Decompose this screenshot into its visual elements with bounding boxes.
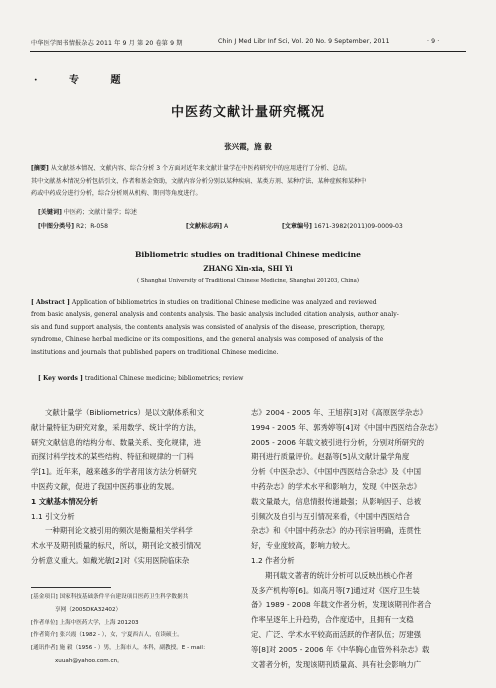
body-line: 期刊进行质量评价。赵磊等[5]从文献计量学角度 bbox=[251, 452, 410, 462]
article-authors: 张兴霞，施 毅 bbox=[224, 142, 272, 151]
article-id bbox=[282, 221, 403, 230]
abstract-label: [摘要] bbox=[31, 165, 49, 172]
english-abstract-label: [ Abstract ] bbox=[31, 299, 70, 306]
journal-header-left: 中华医学图书情报杂志 2011 年 9 月 第 20 卷第 9 期 bbox=[31, 40, 183, 47]
subsection-heading: 1.1 引文分析 bbox=[31, 511, 75, 521]
body-line: 中药杂志》的学术水平和影响力，发现《中医杂志》 bbox=[251, 481, 421, 491]
section-heading: 1 文献基本情况分析 bbox=[31, 496, 98, 506]
body-line: 载文量最大，信息情报传递最强；从影响因子、总被 bbox=[251, 496, 421, 506]
subsection-heading: 1.2 作者分析 bbox=[251, 555, 295, 565]
body-line: 术水平及期刊质量的标尺，所以，期刊论文被引情况 bbox=[31, 541, 201, 551]
clc-label: [中图分类号] bbox=[38, 223, 75, 230]
body-line: 2005 - 2006 年载文被引进行分析，分别对所研究的 bbox=[251, 437, 424, 447]
footnote-line: xuuah@yahoo.com.cn。 bbox=[55, 657, 123, 664]
body-line: 期刊载文著者的统计分析可以反映出核心作者 bbox=[265, 570, 413, 580]
english-keywords bbox=[38, 375, 243, 382]
english-affiliation: ( Shanghai University of Traditional Chinese Medicine, Shanghai 201203, China) bbox=[137, 278, 359, 284]
english-abstract-line: syndrome, Chinese herbal medicine or its compositions, and the general analysis was composed of analysis of the bbox=[31, 336, 384, 344]
doc-code bbox=[186, 221, 228, 230]
section-label: · 专 题 bbox=[34, 75, 135, 86]
english-abstract-line: Application of bibliometrics in studies on traditional Chinese medicine was analyzed and reviewed bbox=[71, 299, 377, 306]
body-line: 引频次及自引与互引情况来看，《中国中西医结合 bbox=[251, 511, 410, 521]
english-abstract bbox=[31, 297, 465, 359]
body-line: 文献计量学（Bibliometrics）是以文献体系和文 bbox=[45, 408, 204, 417]
english-abstract-line: from basic analysis, general analysis and contents analysis. The basic analysis included citation analysis, author analy- bbox=[31, 311, 399, 319]
journal-header-center: Chin J Med Libr Inf Sci, Vol. 20 No. 9 September, 2011 bbox=[218, 38, 390, 45]
footnotes bbox=[31, 591, 243, 668]
abstract-line: 其中文献基本情况分析包括引文、作者和基金资助，文献内容分析分别以某种疾病、某类方剂、某种疗法、某种症候和某种中 bbox=[31, 177, 367, 185]
keywords-text: 中医药；文献计量学；综述 bbox=[63, 209, 137, 216]
body-line: 研究文献信息的结构分布、数量关系、变化规律，进 bbox=[31, 437, 201, 447]
body-line: 备》1989 - 2008 年载文作者分析，发现该期刊作者合 bbox=[251, 600, 432, 610]
body-line: 等[8]对 2005 - 2006 年《中华胸心血管外科杂志》载 bbox=[251, 644, 430, 654]
doc-code-value: A bbox=[223, 223, 229, 230]
footnote-line: [作者简介] 张兴霞（1982 - ），女，宁夏西吉人，在读硕士。 bbox=[31, 632, 183, 639]
footnote-line: [作者单位] 上海中医药大学，上海 201203 bbox=[31, 619, 139, 626]
article-title: 中医药文献计量研究概况 bbox=[170, 105, 325, 120]
body-line: 好，专业度较高，影响力较大。 bbox=[251, 541, 355, 551]
body-line: 1994 - 2005 年、郭秀婷等[4]对《中国中西医结合杂志》 bbox=[251, 422, 442, 432]
abstract-line: 从文献基本情况、文献内容、综合分析 3 个方面对近年来文献计量学在中医药研究中的应用进行了分析、总结。 bbox=[50, 165, 351, 172]
body-line: 杂志》和《中国中药杂志》的办刊宗旨明确，连贯性 bbox=[251, 526, 421, 536]
english-keywords-label: [ Key words ] bbox=[38, 375, 83, 382]
footnote-line: 享网（2005DKA32402） bbox=[55, 606, 122, 613]
body-line: 文著者分析，发现该期刊质量高、具有社会影响力广 bbox=[251, 659, 421, 669]
english-authors: ZHANG Xin-xia, SHI Yi bbox=[203, 264, 293, 273]
body-line: 而探讨科学技术的某些结构、特征和规律的一门科 bbox=[31, 452, 194, 462]
page-number: · 9 · bbox=[427, 38, 440, 45]
article-id-label: [文章编号] bbox=[282, 223, 312, 230]
body-line: 分析意义重大。如戴光敏[2]对《实用医院临床杂 bbox=[31, 555, 190, 565]
clc-value: R2；R-058 bbox=[75, 223, 109, 230]
doc-code-label: [文献标志码] bbox=[186, 223, 223, 230]
body-line: 献计量特征为研究对象，采用数学、统计学的方法， bbox=[31, 422, 201, 432]
article-id-value: 1671-3982(2011)09-0009-03 bbox=[313, 223, 403, 230]
english-abstract-line: sis and fund support analysis, the contents analysis was consisted of analysis of the disease, prescription, therapy, bbox=[31, 323, 385, 331]
footnote-rule bbox=[31, 587, 111, 588]
keywords-label: [关键词] bbox=[38, 209, 62, 216]
body-line: 作率呈逐年上升趋势，合作度适中，且拥有一支稳 bbox=[251, 615, 414, 625]
english-abstract-line: institutions and journals that published papers on traditional Chinese medicine. bbox=[31, 348, 279, 356]
body-line: 志》2004 - 2005 年、王旭荐[3]对《高原医学杂志》 bbox=[251, 408, 428, 417]
body-column-left bbox=[31, 406, 245, 569]
english-title: Bibliometric studies on traditional Chinese medicine bbox=[135, 250, 361, 259]
chinese-keywords bbox=[38, 207, 137, 216]
footnote-line: [通讯作者] 施 毅（1956 - ）男，上海市人，本科，副教授。E - mail： bbox=[31, 645, 209, 652]
chinese-abstract bbox=[31, 163, 465, 201]
footnote-line: [基金项目] 国家科技基础条件平台建设项目医药卫生科学数据共 bbox=[31, 594, 189, 600]
body-line: 中医药文献，促进了我国中医药事业的发展。 bbox=[31, 481, 179, 491]
english-keywords-text: traditional Chinese medicine; bibliometrics; review bbox=[84, 375, 244, 382]
clc-number bbox=[38, 221, 108, 230]
body-line: 定、广泛、学术水平较高而活跃的作者队伍；厉建强 bbox=[251, 629, 421, 639]
body-column-right bbox=[251, 406, 465, 672]
body-line: 学[1]。近年来，越来越多的学者用该方法分析研究 bbox=[31, 467, 197, 477]
abstract-line: 药或中药成分进行分析，综合分析则从机构、期刊等角度进行。 bbox=[31, 190, 202, 198]
body-line: 及多产机构等[6]。如高月等[7]通过对《医疗卫生装 bbox=[251, 585, 420, 595]
header-rule bbox=[30, 51, 466, 52]
body-line: 分析《中医杂志》、《中国中西医结合杂志》及《中国 bbox=[251, 467, 421, 477]
body-line: 一种期刊论文被引用的频次是衡量相关学科学 bbox=[45, 526, 193, 536]
